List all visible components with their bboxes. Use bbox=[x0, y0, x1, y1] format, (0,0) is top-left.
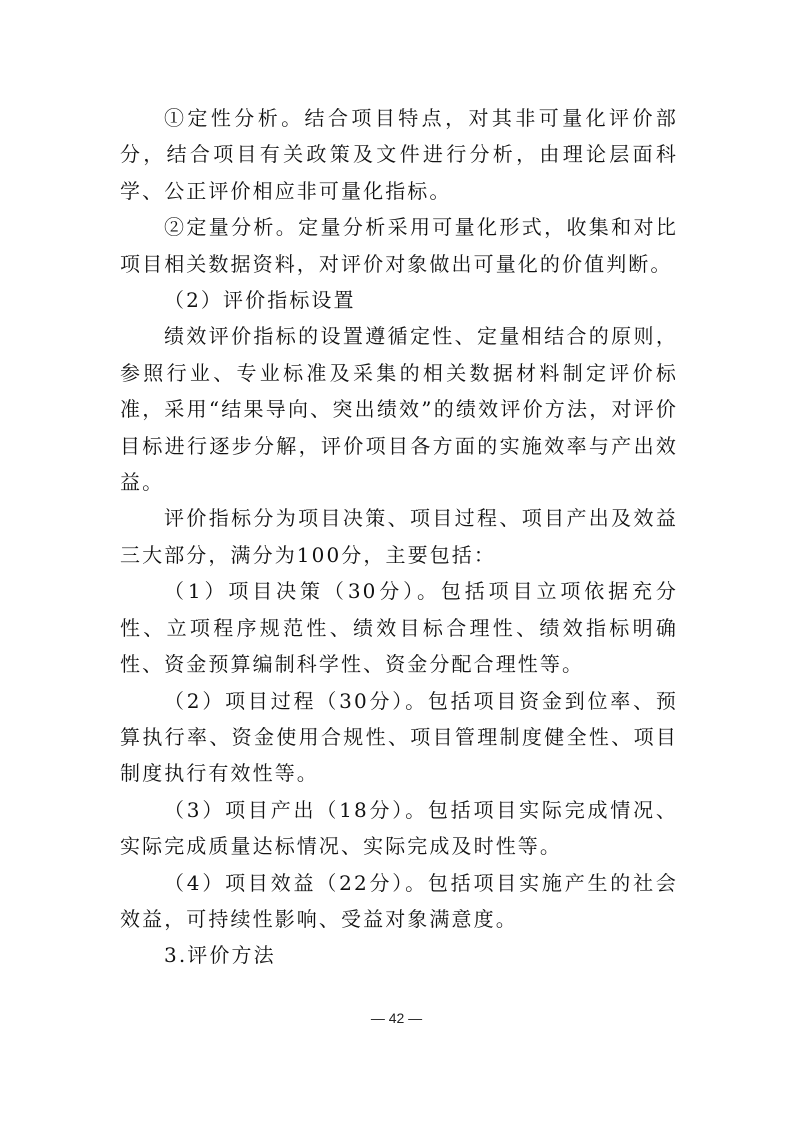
heading-indicator-setting: （2）评价指标设置 bbox=[164, 288, 356, 313]
paragraph-indicator-categories: 评价指标分为项目决策、项目过程、项目产出及效益三大部分，满分为100分，主要包括： bbox=[120, 506, 678, 567]
paragraph-project-process: （2）项目过程（30分）。包括项目资金到位率、预算执行率、资金使用合规性、项目管理制度健全性、项目制度执行有效性等。 bbox=[120, 688, 678, 786]
heading-evaluation-method: 3.评价方法 bbox=[164, 943, 276, 968]
paragraph-project-output: （3）项目产出（18分）。包括项目实际完成情况、实际完成质量达标情况、实际完成及时性等。 bbox=[120, 797, 678, 859]
paragraph-qualitative-analysis: ①定性分析。结合项目特点，对其非可量化评价部分，结合项目有关政策及文件进行分析，由理论层面科学、公正评价相应非可量化指标。 bbox=[120, 106, 678, 203]
paragraph-project-decision: （1）项目决策（30分）。包括项目立项依据充分性、立项程序规范性、绩效目标合理性、绩效指标明确性、资金预算编制科学性、资金分配合理性等。 bbox=[120, 579, 678, 677]
paragraph-quantitative-analysis: ②定量分析。定量分析采用可量化形式，收集和对比项目相关数据资料，对评价对象做出可量化的价值判断。 bbox=[120, 215, 678, 276]
page-number: — 42 — bbox=[370, 1010, 423, 1026]
body-text bbox=[120, 100, 678, 974]
paragraph-project-benefit: （4）项目效益（22分）。包括项目实施产生的社会效益，可持续性影响、受益对象满意度。 bbox=[120, 870, 678, 931]
paragraph-indicator-principles: 绩效评价指标的设置遵循定性、定量相结合的原则，参照行业、专业标准及采集的相关数据材料制定评价标准，采用“结果导向、突出绩效”的绩效评价方法，对评价目标进行逐步分解，评价项目各方面的实施效率与产出效益。 bbox=[120, 324, 678, 495]
